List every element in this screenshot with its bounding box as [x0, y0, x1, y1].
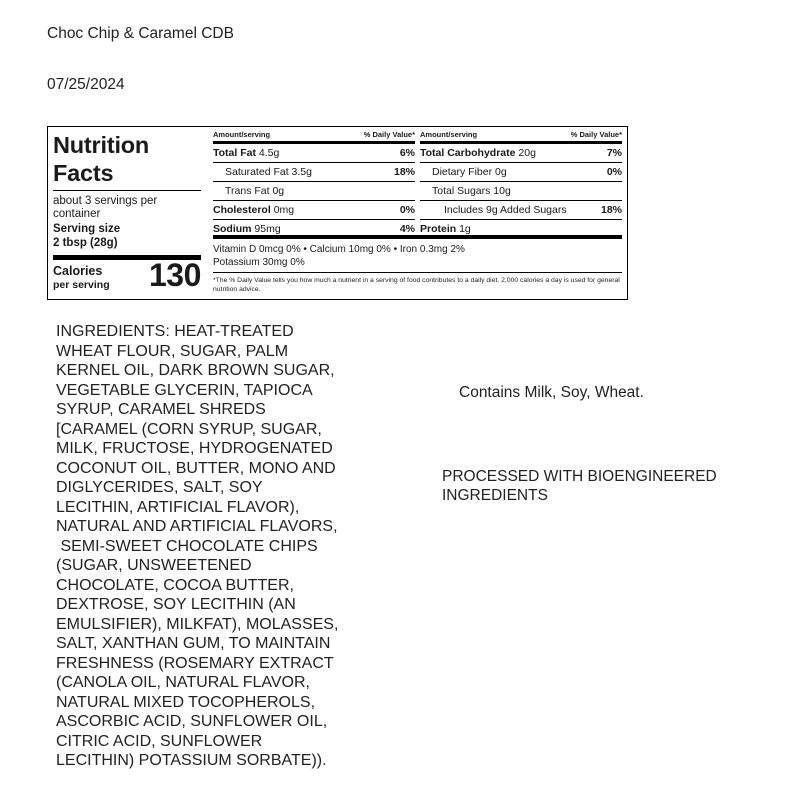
nutrient-amount: 4.5g — [258, 147, 280, 159]
nutrient-amount: 20g — [518, 147, 536, 159]
micronutrients — [213, 244, 622, 269]
nutrient-amount: 95mg — [254, 223, 281, 235]
nutrient-name: Dietary Fiber — [432, 166, 493, 178]
nutrient-row-dietary-fiber — [420, 163, 622, 182]
nutrient-row-added-sugars — [420, 201, 622, 220]
allergen-statement: Contains Milk, Soy, Wheat. — [459, 384, 644, 401]
nutrient-dv: 0% — [399, 204, 415, 216]
calories-label: Calories — [53, 264, 103, 278]
nutrient-name: Total Sugars — [432, 185, 491, 197]
label-date: 07/25/2024 — [47, 76, 125, 93]
nutrient-name: Includes 9g Added Sugars — [444, 204, 567, 216]
daily-value-footnote: *The % Daily Value tells you how much a nutrient in a serving of food contributes to a daily diet. 2,000 calories a day is used for general nutrition advice. — [213, 277, 620, 293]
nutrient-column-left — [213, 130, 415, 238]
nutrient-amount: 0mg — [273, 204, 295, 216]
nutrient-name: Total Carbohydrate — [420, 147, 516, 159]
nutrient-name: Total Fat — [213, 147, 256, 159]
nutrient-row-cholesterol — [213, 201, 415, 220]
nutrient-name: Saturated Fat — [225, 166, 289, 178]
nutrient-row-total-fat — [213, 144, 415, 163]
serving-size-label: Serving size — [53, 223, 121, 235]
micronutrient-divider — [213, 235, 622, 239]
amount-serving-header: Amount/serving — [420, 130, 478, 139]
nutrient-name: Trans Fat — [225, 185, 270, 197]
calories-value: 130 — [149, 257, 201, 293]
column-header — [420, 130, 622, 144]
nutrition-facts-panel — [47, 126, 628, 300]
product-name: Choc Chip & Caramel CDB — [47, 25, 234, 42]
nutrient-amount: 3.5g — [291, 166, 312, 178]
daily-value-header: % Daily Value* — [570, 130, 622, 139]
nutrient-name: Sodium — [213, 223, 252, 235]
nutrient-dv: 0% — [606, 166, 622, 178]
nutrient-row-saturated-fat — [213, 163, 415, 182]
nutrient-amount: 10g — [493, 185, 511, 197]
nutrient-row-trans-fat — [213, 182, 415, 201]
serving-size-value: 2 tbsp (28g) — [53, 237, 118, 249]
footnote-divider — [213, 272, 622, 273]
bioengineered-disclosure: PROCESSED WITH BIOENGINEERED INGREDIENTS — [442, 468, 717, 504]
calories-sublabel: per serving — [53, 279, 110, 291]
micronutrients-line1: Vitamin D 0mcg 0% • Calcium 10mg 0% • Iron 0.3mg 2% — [213, 244, 465, 255]
nutrition-facts-left-column — [53, 131, 204, 295]
nutrient-amount: 1g — [459, 223, 471, 235]
amount-serving-header: Amount/serving — [213, 130, 271, 139]
nutrient-dv: 18% — [600, 204, 622, 216]
nutrition-facts-title — [53, 131, 203, 187]
daily-value-header: % Daily Value* — [363, 130, 415, 139]
nutrient-row-total-carbohydrate — [420, 144, 622, 163]
nutrient-dv: 4% — [399, 223, 415, 235]
nutrient-name: Cholesterol — [213, 204, 271, 216]
nutrient-dv: 6% — [399, 147, 415, 159]
servings-per-container: about 3 servings per container — [53, 195, 158, 220]
nutrient-column-right — [420, 130, 622, 238]
nutrition-title-line2: Facts — [53, 160, 114, 186]
nutrient-dv: 7% — [606, 147, 622, 159]
nutrient-table — [208, 127, 623, 299]
nutrition-title-line1: Nutrition — [53, 132, 150, 158]
nutrient-amount: 0g — [495, 166, 507, 178]
nutrient-name: Protein — [420, 223, 457, 235]
column-header — [213, 130, 415, 144]
title-divider — [53, 190, 201, 191]
ingredients-statement: INGREDIENTS: HEAT-TREATED WHEAT FLOUR, SUGAR, PALM KERNEL OIL, DARK BROWN SUGAR, VEGETABLE GLYCERIN, TAPIOCA SYRUP, CARAMEL SHREDS [CARAMEL (CORN SYRUP, SUGAR, MILK, FRUCTOSE, HYDROGENATED COCONUT OIL, BUTTER, MONO AND DIGLYCERIDES, SALT, SOY LECITHIN, ARTIFICIAL FLAVOR), NATURAL AND ARTIFICIAL FLAVORS, SEMI-SWEET CHOCOLATE CHIPS (SUGAR, UNSWEETENED CHOCOLATE, COCOA BUTTER, DEXTROSE, SOY LECITHIN (AN EMULSIFIER), MILKFAT), MOLASSES, SALT, XANTHAN GUM, TO MAINTAIN FRESHNESS (ROSEMARY EXTRACT (CANOLA OIL, NATURAL FLAVOR, NATURAL MIXED TOCOPHEROLS, ASCORBIC ACID, SUNFLOWER OIL, CITRIC ACID, SUNFLOWER LECITHIN) POTASSIUM SORBATE)). — [56, 323, 339, 769]
nutrient-dv: 18% — [393, 166, 415, 178]
nutrient-row-total-sugars — [420, 182, 622, 201]
micronutrients-line2: Potassium 30mg 0% — [213, 256, 305, 268]
nutrient-amount: 0g — [272, 185, 285, 197]
